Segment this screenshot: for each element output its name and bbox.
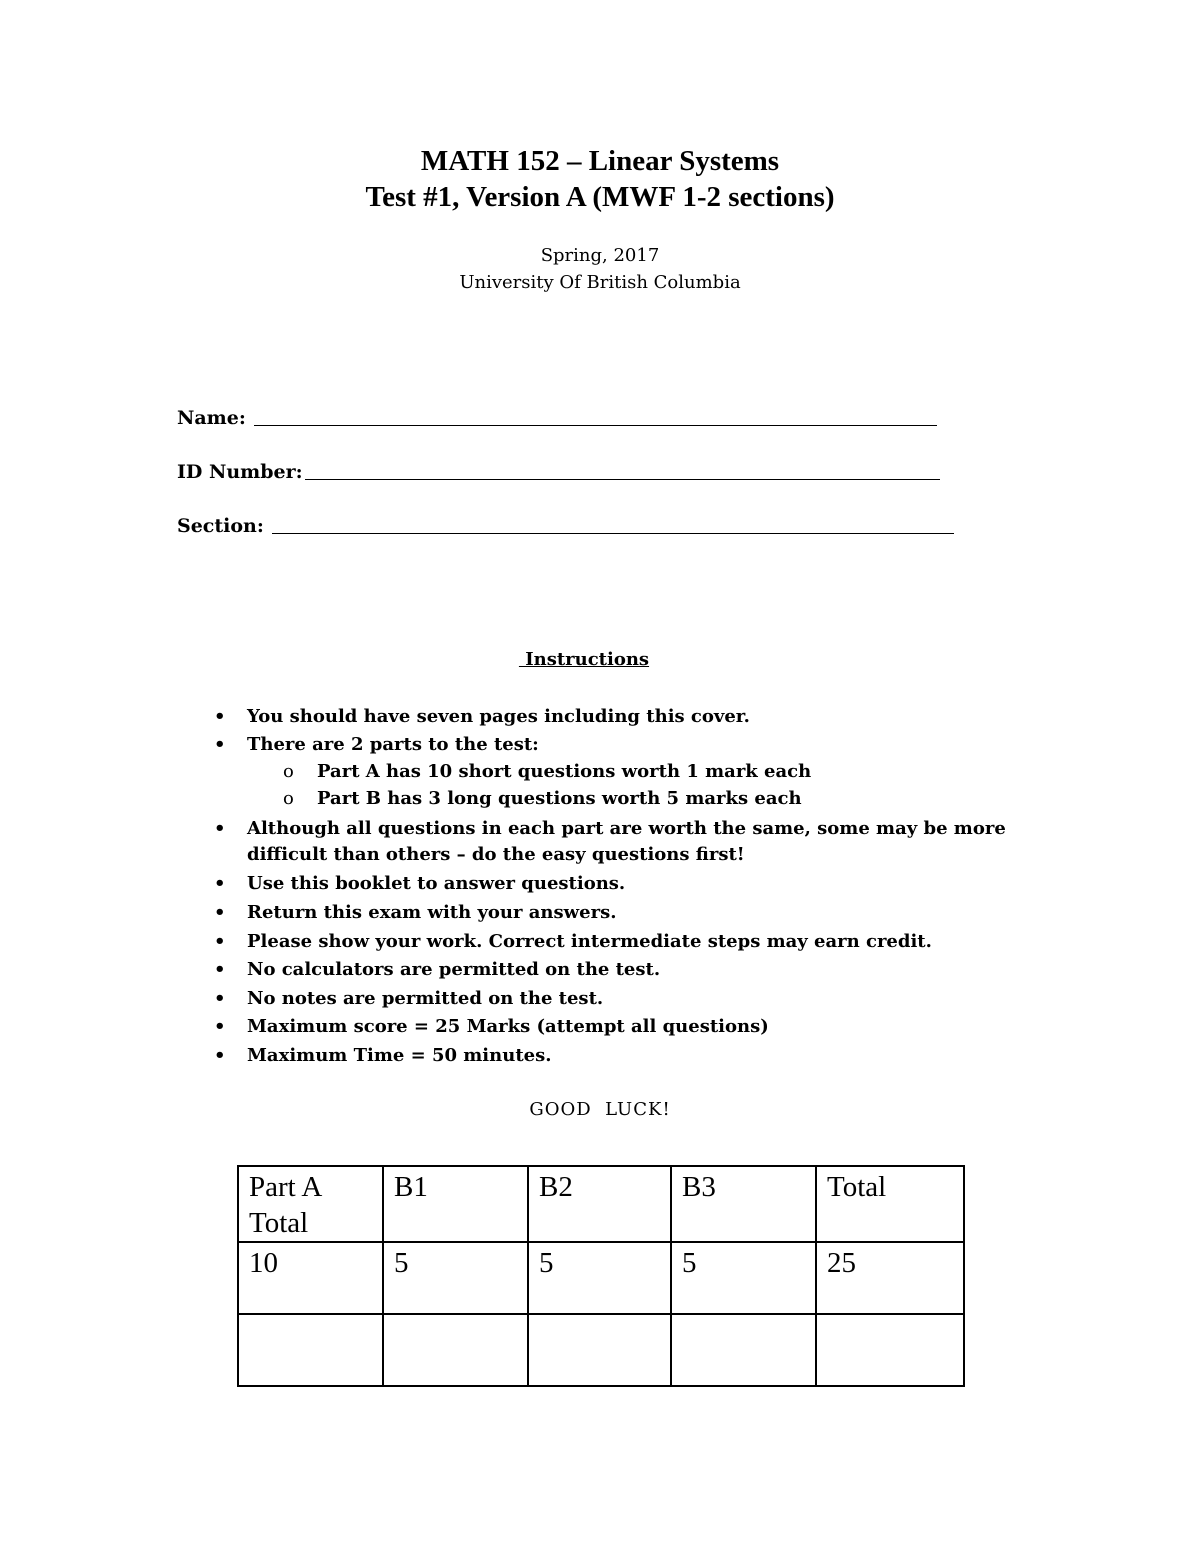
- instruction-item: • Maximum score = 25 Marks (attempt all questions): [247, 1014, 769, 1040]
- max-marks-cell: 10: [238, 1242, 383, 1314]
- header-cell-b3: B3: [671, 1166, 816, 1242]
- bullet-icon: •: [214, 931, 226, 952]
- table-score-row: [238, 1314, 964, 1386]
- sub-bullet-icon: o: [283, 788, 294, 809]
- instruction-item: • No calculators are permitted on the test.: [247, 957, 660, 983]
- good-luck-text: GOOD LUCK!: [529, 1099, 671, 1120]
- instruction-item: • Use this booklet to answer questions.: [247, 871, 625, 897]
- id-number-blank-line[interactable]: [305, 459, 940, 480]
- section-blank-line[interactable]: [272, 513, 954, 534]
- instruction-item: • No notes are permitted on the test.: [247, 986, 603, 1012]
- institution-name: University Of British Columbia: [459, 272, 741, 293]
- id-number-label: ID Number:: [177, 461, 303, 483]
- bullet-icon: •: [214, 988, 226, 1009]
- bullet-icon: •: [214, 1016, 226, 1037]
- max-marks-cell: 25: [816, 1242, 964, 1314]
- max-marks-cell: 5: [528, 1242, 671, 1314]
- score-cell[interactable]: [671, 1314, 816, 1386]
- instruction-item-continuation: difficult than others – do the easy questions first!: [247, 844, 745, 865]
- score-cell[interactable]: [816, 1314, 964, 1386]
- name-label: Name:: [177, 407, 246, 429]
- header-cell-part-a-total: Part A Total: [238, 1166, 383, 1242]
- bullet-icon: •: [214, 818, 226, 839]
- score-table: [237, 1165, 965, 1387]
- id-number-field: [177, 459, 940, 484]
- instruction-item: • Although all questions in each part are worth the same, some may be more: [247, 816, 1006, 842]
- table-max-marks-row: [238, 1242, 964, 1314]
- exam-title: MATH 152 – Linear Systems: [420, 145, 780, 177]
- instructions-heading: Instructions: [518, 649, 650, 670]
- score-cell[interactable]: [238, 1314, 383, 1386]
- section-label: Section:: [177, 515, 264, 537]
- name-field: [177, 405, 937, 430]
- bullet-icon: •: [214, 902, 226, 923]
- instruction-item: • You should have seven pages including this cover.: [247, 704, 750, 730]
- instruction-subitem: o Part A has 10 short questions worth 1 mark each: [317, 759, 811, 785]
- sub-bullet-icon: o: [283, 761, 294, 782]
- bullet-icon: •: [214, 706, 226, 727]
- max-marks-cell: 5: [671, 1242, 816, 1314]
- instruction-item: • Maximum Time = 50 minutes.: [247, 1043, 552, 1069]
- instruction-subitem: o Part B has 3 long questions worth 5 marks each: [317, 786, 802, 812]
- instruction-item: • There are 2 parts to the test:: [247, 732, 539, 758]
- score-cell[interactable]: [383, 1314, 528, 1386]
- max-marks-cell: 5: [383, 1242, 528, 1314]
- table-header-row: [238, 1166, 964, 1242]
- bullet-icon: •: [214, 1045, 226, 1066]
- instruction-item: • Return this exam with your answers.: [247, 900, 616, 926]
- section-field: [177, 513, 954, 538]
- header-cell-b2: B2: [528, 1166, 671, 1242]
- exam-term: Spring, 2017: [540, 245, 660, 266]
- exam-subtitle: Test #1, Version A (MWF 1-2 sections): [365, 181, 835, 213]
- header-cell-total: Total: [816, 1166, 964, 1242]
- header-cell-b1: B1: [383, 1166, 528, 1242]
- instruction-item: • Please show your work. Correct intermediate steps may earn credit.: [247, 929, 932, 955]
- bullet-icon: •: [214, 873, 226, 894]
- bullet-icon: •: [214, 734, 226, 755]
- score-cell[interactable]: [528, 1314, 671, 1386]
- name-blank-line[interactable]: [254, 405, 937, 426]
- bullet-icon: •: [214, 959, 226, 980]
